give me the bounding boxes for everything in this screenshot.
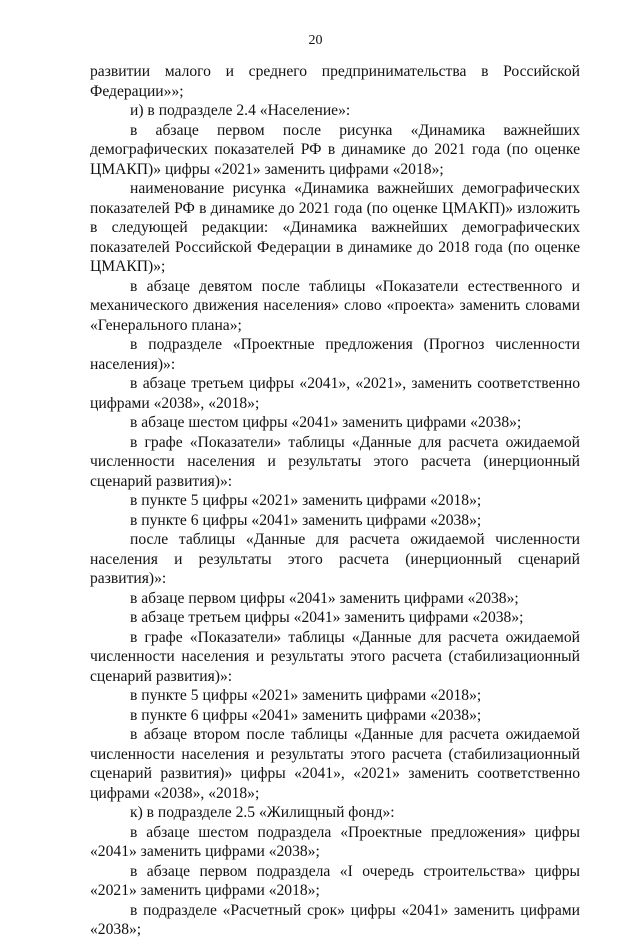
paragraph: в абзаце втором после таблицы «Данные для расчета ожидаемой численности населения и результаты этого расчета (стабилизационный сценарий развития)» цифры «2041», «2021» заменить соответственно цифрами «2038», «2018»; [90,726,580,802]
paragraph: в пункте 6 цифры «2041» заменить цифрами «2038»; [130,706,482,724]
paragraph: в абзаце первом цифры «2041» заменить цифрами «2038»; [130,589,519,607]
paragraph: в абзаце шестом подраздела «Проектные предложения» цифры «2041» заменить цифрами «2038»; [90,823,580,860]
paragraph: в абзаце первом после рисунка «Динамика важнейших демографических показателей РФ в динамике до 2021 года (по оценке ЦМАКП)» цифры «2021» заменить цифрами «2018»; [90,121,580,178]
paragraph: в абзаце третьем цифры «2041» заменить цифрами «2038»; [130,609,524,626]
paragraph: в пункте 5 цифры «2021» заменить цифрами «2018»; [130,492,482,509]
paragraph: в пункте 5 цифры «2021» заменить цифрами «2018»; [130,687,482,704]
paragraph: после таблицы «Данные для расчета ожидаемой численности населения и результаты этого расчета (инерционный сценарий развития)»: [90,531,580,587]
paragraph: в подразделе «Расчетный срок» цифры «2041» заменить цифрами «2038»; [90,901,580,938]
paragraph: в графе «Показатели» таблицы «Данные для расчета ожидаемой численности населения и результаты этого расчета (инерционный сценарий развития)»: [90,433,580,490]
paragraph: в подразделе «Проектные предложения (Прогноз численности населения)»: [90,336,580,373]
paragraph: в абзаце третьем цифры «2041», «2021», заменить соответственно цифрами «2038», «2018»; [90,375,580,412]
paragraph: в абзаце первом подраздела «I очередь строительства» цифры «2021» заменить цифрами «2018»; [90,862,580,899]
document-body [90,62,580,940]
paragraph: в абзаце девятом после таблицы «Показатели естественного и механического движения населения» слово «проекта» заменить словами «Генерального плана»; [90,277,580,334]
paragraph: в пункте 6 цифры «2041» заменить цифрами «2038»; [130,511,482,529]
paragraph: в абзаце шестом цифры «2041» заменить цифрами «2038»; [130,414,522,431]
page-number: 20 [308,33,323,48]
paragraph: развитии малого и среднего предпринимательства в Российской Федерации»»; [90,63,580,100]
paragraph: и) в подразделе 2.4 «Население»: [130,102,351,119]
paragraph: к) в подразделе 2.5 «Жилищный фонд»: [130,804,395,821]
paragraph: в графе «Показатели» таблицы «Данные для расчета ожидаемой численности населения и результаты этого расчета (стабилизационный сценарий развития)»: [90,628,580,685]
paragraph: наименование рисунка «Динамика важнейших демографических показателей РФ в динамике до 2021 года (по оценке ЦМАКП)» изложить в следующей редакции: «Динамика важнейших демографических показателей Российской Федерации в динамике до 2018 года (по оценке ЦМАКП)»; [90,180,580,275]
